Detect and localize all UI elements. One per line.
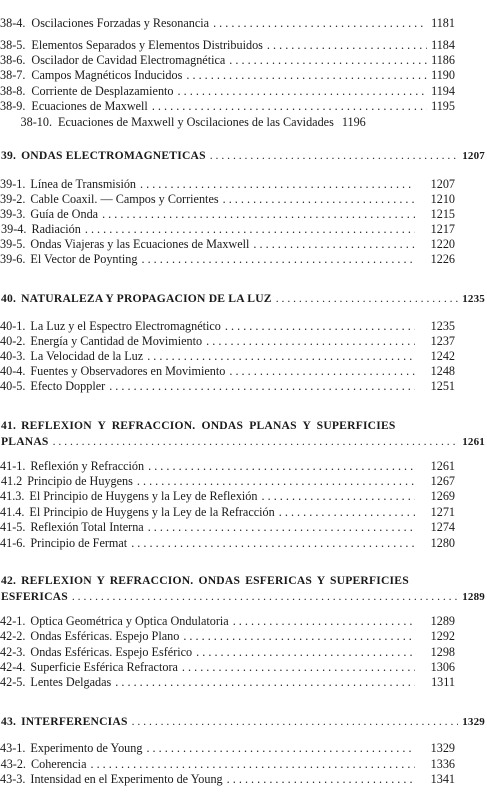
dot-leader xyxy=(276,291,458,307)
section-title: Ecuaciones de Maxwell y Oscilaciones de las Cavidades xyxy=(58,115,334,129)
section-title: Línea de Transmisión xyxy=(30,177,137,191)
section-number: 40-3. xyxy=(0,349,26,363)
chapter-title-line2: PLANAS xyxy=(1,435,49,448)
section-number: 40-1. xyxy=(0,319,26,333)
page-number: 1289 xyxy=(430,614,455,628)
toc-entry xyxy=(0,772,455,787)
dot-leader xyxy=(152,99,427,114)
toc-entry xyxy=(0,505,455,520)
section-title: El Vector de Poynting xyxy=(30,252,138,266)
chapter-heading xyxy=(1,418,485,450)
section-number: 38-9. xyxy=(0,99,26,113)
dot-leader xyxy=(148,459,415,474)
page-number: 1329 xyxy=(430,741,455,755)
section-number: 40-4. xyxy=(0,364,26,378)
section-number: 38-7. xyxy=(0,68,26,82)
page-number: 1207 xyxy=(462,150,485,162)
section-title: Energía y Cantidad de Movimiento xyxy=(30,334,203,348)
page-number: 1271 xyxy=(430,505,455,519)
chapter-heading xyxy=(1,148,485,164)
section-title: Elementos Separados y Elementos Distribuidos xyxy=(31,38,263,52)
page-number: 1220 xyxy=(430,237,455,251)
page-number: 1207 xyxy=(430,177,455,191)
page-number: 1329 xyxy=(462,716,485,728)
page-number: 1261 xyxy=(430,459,455,473)
toc-entry xyxy=(0,660,455,675)
chapter-number: 43. xyxy=(1,715,17,728)
section-title: Fuentes y Observadores en Movimiento xyxy=(30,364,226,378)
toc-entry xyxy=(0,364,455,379)
page-number: 1292 xyxy=(430,629,455,643)
toc-entry xyxy=(0,334,455,349)
section-title: Corriente de Desplazamiento xyxy=(31,84,174,98)
section-number: 43-3. xyxy=(0,772,26,786)
dot-leader xyxy=(178,84,428,99)
page-number: 1190 xyxy=(431,68,455,82)
section-title: El Principio de Huygens y la Ley de la Refracción xyxy=(29,505,275,519)
chapter-number: 40. xyxy=(1,292,17,305)
page-number: 1235 xyxy=(430,319,455,333)
dot-leader xyxy=(206,334,415,349)
dot-leader xyxy=(102,207,415,222)
section-title: Intensidad en el Experimento de Young xyxy=(30,772,223,786)
toc-entry xyxy=(0,53,455,68)
toc-entry xyxy=(0,68,455,83)
section-title: Superficie Esférica Refractora xyxy=(30,660,178,674)
section-number: 42-3. xyxy=(0,645,26,659)
page-number: 1341 xyxy=(430,772,455,786)
dot-leader xyxy=(223,192,415,207)
page-number: 1274 xyxy=(430,520,455,534)
section-number: 39-2. xyxy=(0,192,26,206)
toc-entry xyxy=(0,614,455,629)
section-number: 41.4. xyxy=(0,505,25,519)
section-number: 39-3. xyxy=(0,207,26,221)
dot-leader xyxy=(233,614,415,629)
dot-leader xyxy=(262,489,416,504)
toc-entry xyxy=(0,349,455,364)
toc-entry xyxy=(0,629,455,644)
section-number: 43-1. xyxy=(0,741,26,755)
page-number: 1269 xyxy=(430,489,455,503)
chapter-title: ONDAS ELECTROMAGNETICAS xyxy=(21,149,206,162)
section-title: Cable Coaxil. — Campos y Corrientes xyxy=(30,192,219,206)
toc-entry xyxy=(0,741,455,756)
page-number: 1248 xyxy=(430,364,455,378)
page-number: 1196 xyxy=(341,115,366,129)
page-number: 1194 xyxy=(431,84,455,98)
section-number: 39-1. xyxy=(0,177,26,191)
dot-leader xyxy=(141,252,415,267)
section-number: 41-5. xyxy=(0,520,26,534)
section-title: La Velocidad de la Luz xyxy=(30,349,144,363)
chapter-title-line2: ESFERICAS xyxy=(1,590,68,603)
toc-entry xyxy=(0,536,455,551)
section-number: 39-6. xyxy=(0,252,26,266)
section-title: Ondas Esféricas. Espejo Esférico xyxy=(30,645,193,659)
toc-entry xyxy=(0,38,455,53)
dot-leader xyxy=(229,53,427,68)
chapter-heading xyxy=(1,291,485,307)
section-title: El Principio de Huygens y la Ley de Reflexión xyxy=(29,489,258,503)
chapter-title-line1: REFLEXION Y REFRACCION. ONDAS ESFERICAS Y SUPERFICIES xyxy=(21,574,409,587)
dot-leader xyxy=(53,434,459,450)
section-number: 39-5. xyxy=(0,237,26,251)
dot-leader xyxy=(227,772,415,787)
dot-leader xyxy=(132,714,459,730)
page-number: 1267 xyxy=(430,474,455,488)
section-title: Ondas Esféricas. Espejo Plano xyxy=(30,629,180,643)
dot-leader xyxy=(253,237,415,252)
dot-leader xyxy=(115,675,415,690)
dot-leader xyxy=(146,741,415,756)
page-number: 1298 xyxy=(430,645,455,659)
section-number: 41-6. xyxy=(0,536,26,550)
section-title: Optica Geométrica y Optica Ondulatoria xyxy=(30,614,229,628)
toc-entry xyxy=(0,645,455,660)
page-number: 1280 xyxy=(430,536,455,550)
dot-leader xyxy=(131,536,415,551)
chapter-number: 41. xyxy=(1,419,17,432)
section-number: 42-1. xyxy=(0,614,26,628)
section-title: Oscilaciones Forzadas y Resonancia xyxy=(31,16,210,30)
section-number: 43-2. xyxy=(0,757,26,771)
section-title: Guía de Onda xyxy=(30,207,99,221)
toc-entry xyxy=(0,16,455,31)
page-number: 1235 xyxy=(462,293,485,305)
section-title: Radiación xyxy=(31,222,81,236)
dot-leader xyxy=(147,349,415,364)
page-number: 1184 xyxy=(431,38,455,52)
dot-leader xyxy=(85,222,415,237)
toc-entry xyxy=(0,319,455,334)
page-number: 1217 xyxy=(430,222,455,236)
page-number: 1261 xyxy=(462,436,485,448)
toc-entry xyxy=(0,459,455,474)
page-number: 1237 xyxy=(430,334,455,348)
section-title: Coherencia xyxy=(30,757,87,771)
section-number: 41-1. xyxy=(0,459,26,473)
section-number: 38-5. xyxy=(0,38,26,52)
page-number: 1226 xyxy=(430,252,455,266)
section-title: Lentes Delgadas xyxy=(30,675,112,689)
dot-leader xyxy=(186,68,427,83)
chapter-title: NATURALEZA Y PROPAGACION DE LA LUZ xyxy=(21,292,272,305)
dot-leader xyxy=(148,520,415,535)
page-number: 1336 xyxy=(430,757,455,771)
section-number: 40-5. xyxy=(0,379,26,393)
section-number: 42-4. xyxy=(0,660,26,674)
toc-entry xyxy=(0,489,455,504)
page-number: 1181 xyxy=(431,16,455,30)
toc-entry xyxy=(0,675,455,690)
dot-leader xyxy=(72,589,458,605)
chapter-number: 42. xyxy=(1,574,17,587)
toc-entry xyxy=(0,192,455,207)
page-number: 1289 xyxy=(462,591,485,603)
dot-leader xyxy=(210,148,458,164)
section-number: 38-8. xyxy=(0,84,26,98)
chapter-title: INTERFERENCIAS xyxy=(21,715,128,728)
section-number: 38-4. xyxy=(0,16,26,30)
section-title: Reflexión y Refracción xyxy=(30,459,145,473)
dot-leader xyxy=(90,757,415,772)
dot-leader xyxy=(196,645,415,660)
toc-entry xyxy=(0,207,455,222)
chapter-heading xyxy=(1,714,485,730)
toc-entry xyxy=(0,379,455,394)
dot-leader xyxy=(213,16,427,31)
dot-leader xyxy=(267,38,427,53)
section-number: 39-4. xyxy=(1,222,27,236)
dot-leader xyxy=(225,319,415,334)
section-number: 38-6. xyxy=(0,53,26,67)
toc-entry xyxy=(0,222,455,237)
section-title: Efecto Doppler xyxy=(30,379,106,393)
toc-entry xyxy=(0,237,455,252)
page-number: 1306 xyxy=(430,660,455,674)
page-number: 1215 xyxy=(430,207,455,221)
dot-leader xyxy=(229,364,415,379)
toc-entry xyxy=(0,757,455,772)
section-title: Reflexión Total Interna xyxy=(30,520,144,534)
dot-leader xyxy=(183,629,415,644)
page-number: 1251 xyxy=(430,379,455,393)
toc-entry xyxy=(0,177,455,192)
toc-entry xyxy=(0,84,455,99)
section-number: 40-2. xyxy=(0,334,26,348)
dot-leader xyxy=(140,177,415,192)
page-number: 1186 xyxy=(431,53,455,67)
dot-leader xyxy=(137,474,415,489)
section-number: 41.3. xyxy=(0,489,25,503)
chapter-title-line1: REFLEXION Y REFRACCION. ONDAS PLANAS Y SUPERFICIES xyxy=(21,419,396,432)
dot-leader xyxy=(182,660,415,675)
page-number: 1311 xyxy=(431,675,455,689)
toc-entry xyxy=(0,474,455,489)
section-number: 41.2 xyxy=(0,474,23,488)
toc-entry xyxy=(0,115,455,130)
toc-entry xyxy=(0,252,455,267)
toc-entry xyxy=(0,520,455,535)
section-title: Campos Magnéticos Inducidos xyxy=(31,68,183,82)
dot-leader xyxy=(279,505,415,520)
section-title: Experimento de Young xyxy=(30,741,143,755)
section-number: 38-10. xyxy=(20,115,52,129)
section-title: La Luz y el Espectro Electromagnético xyxy=(30,319,221,333)
page-number: 1210 xyxy=(430,192,455,206)
section-title: Ecuaciones de Maxwell xyxy=(31,99,148,113)
page-number: 1242 xyxy=(430,349,455,363)
section-title: Principio de Huygens xyxy=(27,474,133,488)
page-number: 1195 xyxy=(431,99,455,113)
dot-leader xyxy=(109,379,415,394)
toc-entry xyxy=(0,99,455,114)
section-title: Oscilador de Cavidad Electromagnética xyxy=(31,53,226,67)
chapter-number: 39. xyxy=(1,149,17,162)
section-title: Principio de Fermat xyxy=(30,536,128,550)
section-title: Ondas Viajeras y las Ecuaciones de Maxwell xyxy=(30,237,250,251)
section-number: 42-2. xyxy=(0,629,26,643)
chapter-heading xyxy=(1,573,485,605)
section-number: 42-5. xyxy=(0,675,26,689)
